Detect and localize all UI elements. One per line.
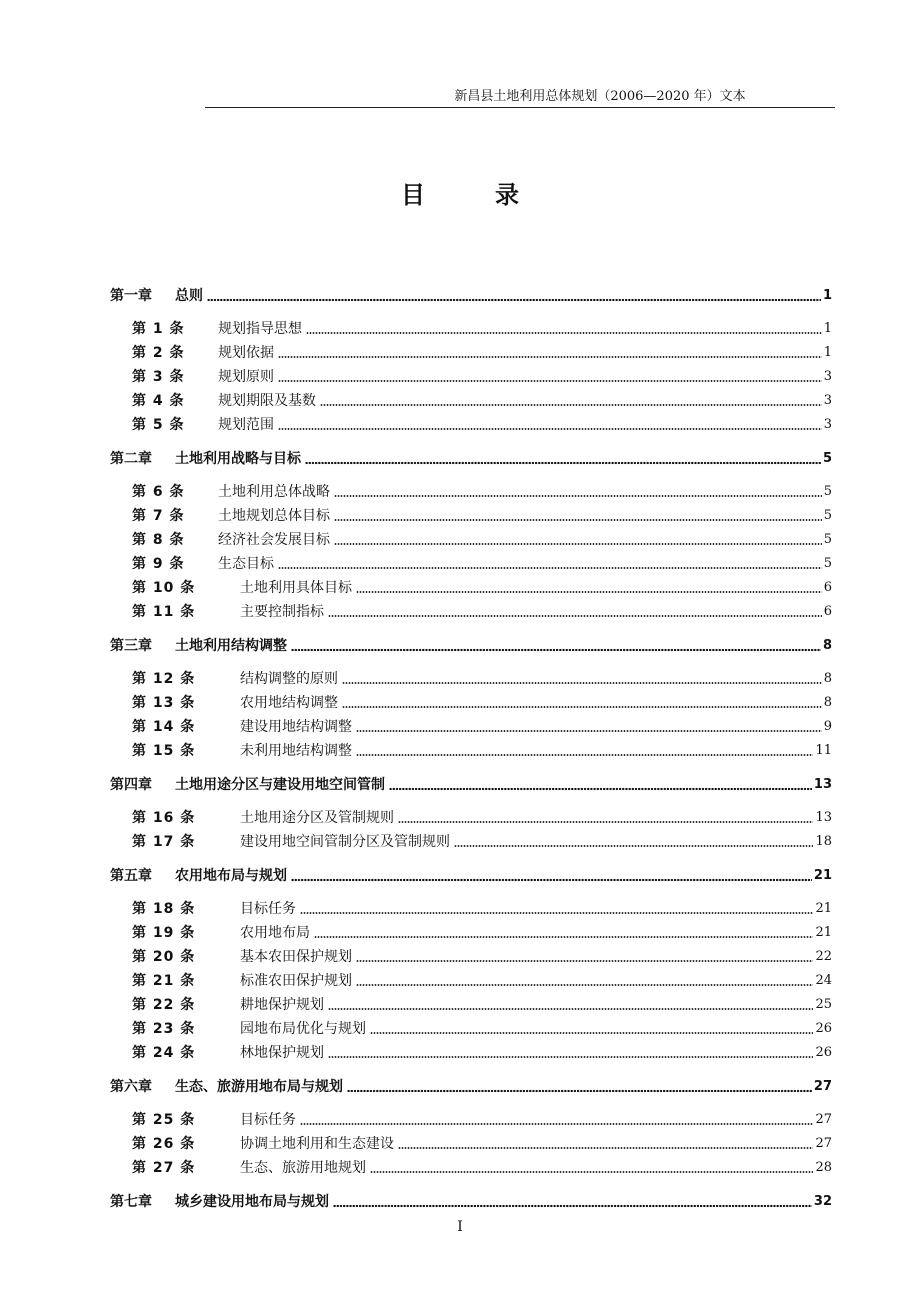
toc-entry-title: 基本农田保护规划 xyxy=(240,949,352,965)
toc-entry-title: 土地利用具体目标 xyxy=(240,580,352,596)
toc-entry-number: 第 11 条 xyxy=(132,604,196,620)
toc-entry-page: 9 xyxy=(823,719,832,734)
page-number: I xyxy=(457,1219,463,1235)
toc-entry-page: 6 xyxy=(823,604,832,619)
toc-entry-title: 林地保护规划 xyxy=(240,1045,324,1061)
toc-article-entry[interactable] xyxy=(132,740,832,760)
toc-entry-title: 规划期限及基数 xyxy=(218,393,316,409)
toc-dot-leader xyxy=(305,461,821,465)
toc-entry-title: 农用地布局 xyxy=(240,925,310,941)
toc-entry-number: 第四章 xyxy=(110,777,152,793)
toc-entry-number: 第 24 条 xyxy=(132,1045,196,1061)
toc-article-entry[interactable] xyxy=(132,716,832,736)
toc-dot-leader xyxy=(291,648,821,652)
toc-entry-page: 26 xyxy=(815,1045,832,1060)
toc-dot-leader xyxy=(356,590,822,594)
toc-dot-leader xyxy=(278,355,822,359)
toc-entry-number: 第二章 xyxy=(110,451,152,467)
toc-dot-leader xyxy=(347,1089,812,1093)
toc-entry-title: 生态、旅游用地规划 xyxy=(240,1160,366,1176)
toc-chapter-entry[interactable] xyxy=(110,1076,832,1096)
toc-entry-number: 第 19 条 xyxy=(132,925,196,941)
toc-entry-page: 1 xyxy=(823,321,832,336)
toc-chapter-entry[interactable] xyxy=(110,865,832,885)
toc-entry-title: 标准农田保护规划 xyxy=(240,973,352,989)
toc-dot-leader xyxy=(334,518,822,522)
toc-entry-number: 第 7 条 xyxy=(132,508,185,524)
toc-entry-page: 3 xyxy=(823,417,832,432)
toc-entry-page: 25 xyxy=(815,997,832,1012)
toc-article-entry[interactable] xyxy=(132,318,832,338)
toc-entry-title: 协调土地利用和生态建设 xyxy=(240,1136,394,1152)
toc-article-entry[interactable] xyxy=(132,505,832,525)
toc-dot-leader xyxy=(398,1146,813,1150)
toc-entry-number: 第 5 条 xyxy=(132,417,185,433)
toc-entry-page: 27 xyxy=(815,1136,832,1151)
toc-chapter-entry[interactable] xyxy=(110,285,832,305)
toc-entry-title: 建设用地空间管制分区及管制规则 xyxy=(240,834,450,850)
toc-entry-page: 5 xyxy=(823,484,832,499)
toc-dot-leader xyxy=(342,705,822,709)
toc-entry-page: 21 xyxy=(815,901,832,916)
toc-entry-title: 农用地结构调整 xyxy=(240,695,338,711)
toc-article-entry[interactable] xyxy=(132,1157,832,1177)
toc-entry-page: 6 xyxy=(823,580,832,595)
toc-dot-leader xyxy=(342,681,822,685)
toc-entry-page: 13 xyxy=(815,810,832,825)
toc-entry-page: 8 xyxy=(823,695,832,710)
toc-dot-leader xyxy=(278,379,822,383)
toc-article-entry[interactable] xyxy=(132,807,832,827)
toc-entry-page: 1 xyxy=(823,345,832,360)
toc-entry-number: 第 15 条 xyxy=(132,743,196,759)
toc-entry-page: 27 xyxy=(815,1112,832,1127)
toc-dot-leader xyxy=(328,1007,813,1011)
toc-entry-title: 经济社会发展目标 xyxy=(218,532,330,548)
toc-entry-number: 第 6 条 xyxy=(132,484,185,500)
toc-dot-leader xyxy=(370,1170,813,1174)
toc-article-entry[interactable] xyxy=(132,342,832,362)
toc-entry-title: 生态目标 xyxy=(218,556,274,572)
toc-dot-leader xyxy=(278,427,822,431)
toc-entry-page: 3 xyxy=(823,369,832,384)
toc-entry-page: 8 xyxy=(822,638,832,653)
toc-entry-number: 第 4 条 xyxy=(132,393,185,409)
toc-dot-leader xyxy=(356,753,813,757)
toc-entry-title: 园地布局优化与规划 xyxy=(240,1021,366,1037)
toc-dot-leader xyxy=(333,1204,812,1208)
toc-entry-number: 第 2 条 xyxy=(132,345,185,361)
toc-entry-number: 第 3 条 xyxy=(132,369,185,385)
toc-dot-leader xyxy=(334,494,822,498)
toc-entry-title: 土地利用总体战略 xyxy=(218,484,330,500)
toc-entry-number: 第 17 条 xyxy=(132,834,196,850)
toc-entry-number: 第五章 xyxy=(110,868,152,884)
toc-entry-number: 第 22 条 xyxy=(132,997,196,1013)
toc-entry-number: 第 23 条 xyxy=(132,1021,196,1037)
toc-entry-title: 建设用地结构调整 xyxy=(240,719,352,735)
toc-entry-page: 22 xyxy=(815,949,832,964)
toc-dot-leader xyxy=(398,820,813,824)
toc-chapter-entry[interactable] xyxy=(110,448,832,468)
toc-entry-number: 第 25 条 xyxy=(132,1112,196,1128)
toc-article-entry[interactable] xyxy=(132,994,832,1014)
toc-entry-title: 结构调整的原则 xyxy=(240,671,338,687)
toc-entry-title: 农用地布局与规划 xyxy=(175,868,287,884)
toc-dot-leader xyxy=(320,403,822,407)
toc-entry-title: 生态、旅游用地布局与规划 xyxy=(175,1079,343,1095)
toc-chapter-entry[interactable] xyxy=(110,1191,832,1211)
toc-article-entry[interactable] xyxy=(132,1018,832,1038)
toc-entry-number: 第 12 条 xyxy=(132,671,196,687)
toc-entry-number: 第 21 条 xyxy=(132,973,196,989)
toc-article-entry[interactable] xyxy=(132,390,832,410)
toc-dot-leader xyxy=(207,298,821,302)
toc-dot-leader xyxy=(389,787,812,791)
toc-article-entry[interactable] xyxy=(132,922,832,942)
toc-entry-title: 土地规划总体目标 xyxy=(218,508,330,524)
toc-article-entry[interactable] xyxy=(132,481,832,501)
toc-entry-number: 第 14 条 xyxy=(132,719,196,735)
toc-entry-title: 总则 xyxy=(175,288,203,304)
toc-entry-title: 目标任务 xyxy=(240,1112,296,1128)
toc-entry-title: 规划指导思想 xyxy=(218,321,302,337)
toc-entry-page: 5 xyxy=(823,556,832,571)
toc-dot-leader xyxy=(356,729,822,733)
toc-dot-leader xyxy=(306,331,822,335)
toc-entry-number: 第六章 xyxy=(110,1079,152,1095)
toc-entry-number: 第七章 xyxy=(110,1194,152,1210)
page-title-part2: 录 xyxy=(495,181,519,209)
toc-article-entry[interactable] xyxy=(132,946,832,966)
toc-entry-page: 21 xyxy=(813,868,832,883)
toc-chapter-entry[interactable] xyxy=(110,635,832,655)
toc-entry-title: 未利用地结构调整 xyxy=(240,743,352,759)
toc-entry-number: 第 16 条 xyxy=(132,810,196,826)
toc-entry-title: 规划依据 xyxy=(218,345,274,361)
toc-dot-leader xyxy=(328,1055,813,1059)
toc-entry-page: 24 xyxy=(815,973,832,988)
toc-article-entry[interactable] xyxy=(132,1042,832,1062)
toc-dot-leader xyxy=(334,542,822,546)
toc-article-entry[interactable] xyxy=(132,529,832,549)
toc-dot-leader xyxy=(356,983,813,987)
toc-article-entry[interactable] xyxy=(132,577,832,597)
toc-entry-page: 13 xyxy=(813,777,832,792)
toc-article-entry[interactable] xyxy=(132,601,832,621)
toc-dot-leader xyxy=(454,844,813,848)
toc-article-entry[interactable] xyxy=(132,553,832,573)
toc-entry-page: 3 xyxy=(823,393,832,408)
toc-entry-page: 5 xyxy=(823,532,832,547)
toc-entry-number: 第 10 条 xyxy=(132,580,196,596)
toc-entry-title: 城乡建设用地布局与规划 xyxy=(175,1194,329,1210)
toc-article-entry[interactable] xyxy=(132,1109,832,1129)
toc-entry-page: 1 xyxy=(822,288,832,303)
toc-entry-number: 第 18 条 xyxy=(132,901,196,917)
toc-entry-page: 21 xyxy=(815,925,832,940)
toc-dot-leader xyxy=(314,935,813,939)
toc-entry-title: 土地利用结构调整 xyxy=(175,638,287,654)
toc-entry-page: 5 xyxy=(822,451,832,466)
toc-article-entry[interactable] xyxy=(132,1133,832,1153)
toc-article-entry[interactable] xyxy=(132,970,832,990)
toc-entry-number: 第 26 条 xyxy=(132,1136,196,1152)
toc-article-entry[interactable] xyxy=(132,831,832,851)
toc-article-entry[interactable] xyxy=(132,692,832,712)
toc-dot-leader xyxy=(328,614,822,618)
toc-article-entry[interactable] xyxy=(132,366,832,386)
toc-entry-title: 主要控制指标 xyxy=(240,604,324,620)
toc-dot-leader xyxy=(370,1031,813,1035)
toc-entry-page: 18 xyxy=(815,834,832,849)
page-title-part1: 目 xyxy=(401,181,425,209)
toc-entry-page: 11 xyxy=(815,743,832,758)
toc-entry-page: 28 xyxy=(815,1160,832,1175)
toc-dot-leader xyxy=(291,878,812,882)
toc-entry-number: 第一章 xyxy=(110,288,152,304)
toc-entry-title: 目标任务 xyxy=(240,901,296,917)
toc-dot-leader xyxy=(300,1122,813,1126)
toc-article-entry[interactable] xyxy=(132,898,832,918)
toc-entry-title: 规划范围 xyxy=(218,417,274,433)
toc-entry-number: 第 20 条 xyxy=(132,949,196,965)
toc-entry-page: 5 xyxy=(823,508,832,523)
toc-entry-number: 第 9 条 xyxy=(132,556,185,572)
toc-entry-title: 土地用途分区及管制规则 xyxy=(240,810,394,826)
toc-dot-leader xyxy=(300,911,813,915)
toc-chapter-entry[interactable] xyxy=(110,774,832,794)
toc-entry-title: 土地用途分区与建设用地空间管制 xyxy=(175,777,385,793)
toc-article-entry[interactable] xyxy=(132,668,832,688)
toc-entry-number: 第 27 条 xyxy=(132,1160,196,1176)
toc-entry-title: 规划原则 xyxy=(218,369,274,385)
toc-entry-page: 27 xyxy=(813,1079,832,1094)
toc-entry-page: 32 xyxy=(813,1194,832,1209)
toc-entry-number: 第 1 条 xyxy=(132,321,185,337)
toc-dot-leader xyxy=(278,566,822,570)
toc-article-entry[interactable] xyxy=(132,414,832,434)
toc-entry-page: 8 xyxy=(823,671,832,686)
toc-entry-title: 土地利用战略与目标 xyxy=(175,451,301,467)
toc-entry-title: 耕地保护规划 xyxy=(240,997,324,1013)
toc-entry-number: 第 8 条 xyxy=(132,532,185,548)
toc-dot-leader xyxy=(356,959,813,963)
running-header-text: 新昌县土地利用总体规划（2006—2020 年）文本 xyxy=(454,89,746,104)
toc-entry-page: 26 xyxy=(815,1021,832,1036)
toc-entry-number: 第三章 xyxy=(110,638,152,654)
toc-entry-number: 第 13 条 xyxy=(132,695,196,711)
